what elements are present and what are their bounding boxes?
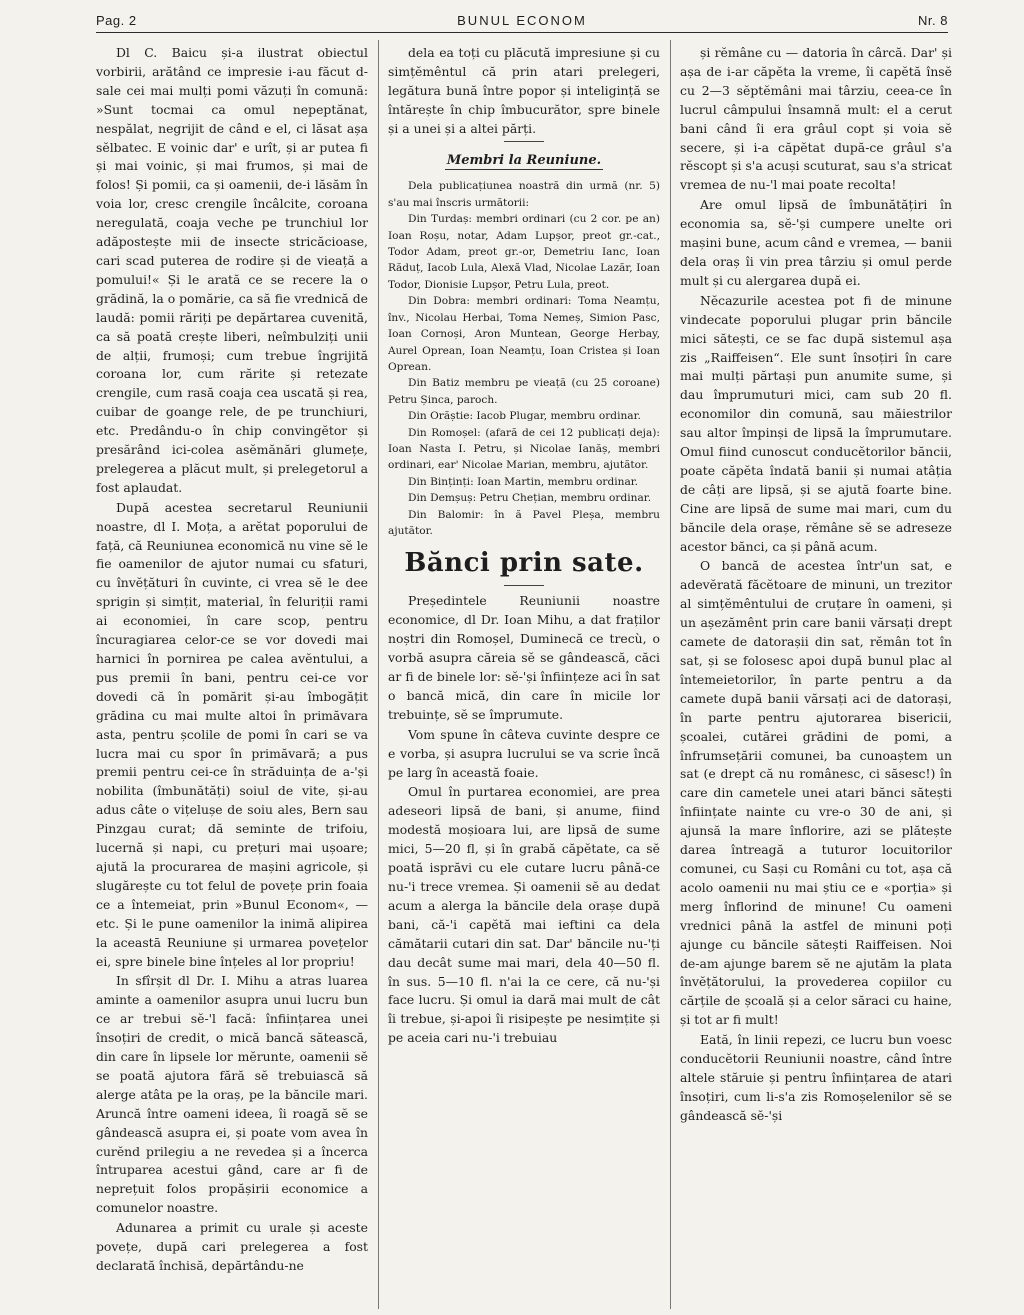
paragraph: In sfîrșit dl Dr. I. Mihu a atras luarea aminte a oamenilor asupra unui lucru bun ce ar trebui sĕ-'l facă: înființarea unei însoțiri de credit, o mică bancă sătească, din care în lipsele lor mĕrunte, oamenii sĕ se poată ajutora fără sĕ trebuiască să alerge atâta pe la oraș, pe la băncile mari. Aruncă între oameni ideea, îi roagă sĕ se gândească asupra ei, și poate vom avea în curĕnd prilegiu a ne revedea și a încerca întruparea acestui gând, care ar fi de neprețuit folos propășirii economice a comunelor noastre.	[96, 973, 368, 1216]
members-intro: Dela publicațiunea noastră din urmă (nr. 5) s'au mai înscris următorii:	[388, 180, 660, 209]
members-bintinti: Din Binținți: Ioan Martin, membru ordinar.	[408, 475, 639, 488]
divider-rule	[504, 585, 544, 586]
paragraph: Vom spune în câteva cuvinte despre ce e vorba, și asupra lucrului se va scrie încă pe larg în această foaie.	[388, 726, 660, 780]
section-heading-banks: Bănci prin sate.	[404, 548, 644, 579]
page-header	[96, 6, 948, 33]
column-divider	[670, 40, 671, 1309]
members-demsus: Din Demșuș: Petru Chețian, membru ordinar.	[408, 492, 652, 505]
paragraph: Președintele Reuniunii noastre economice, dl Dr. Ioan Mihu, a dat fraților noștri din Romoșel, Duminecă ce trecù, o vorbă asupra căreia sĕ se gândească, căci ar fi de binele lor: sĕ-'și înființeze aci în sat o bancă mică, din care în micile lor trebuințe, sĕ se împrumute.	[388, 593, 660, 722]
divider-rule	[504, 141, 544, 142]
paragraph: O bancă de acestea într'un sat, e adevĕrată făcĕtoare de minuni, un trezitor al simțĕmêntului de cruțare în oameni, și un așezămênt prin care banii vărsați drept camete de datorașii din sat, rĕmân tot în sat, și se folosesc apoi după bunul plac al întemeietorilor, în parte pentru a da camete după banii vărsați aci de datorași, în parte pentru ajutorarea bisericii, școalei, cutărei grădini de pomi, a înfrumsețării comunei, ba cunoaștem un sat (e drept că nu românesc, ci săsesc!) în care din cametele unei atari bănci sătești înființate nainte cu vre-o 30 de ani, și ajunsă la mare înflorire, azi se plătește darea întreagă a tuturor locuitorilor comunei, cu Sași cu Români cu tot, așa că acolo oamenii nu mai știu ce e «porția» și merg înflorind de minune! Cu oameni vrednici până la astfel de minuni poți ajunge cu băncile sătești Raiffeisen. Noi de-am ajunge barem sĕ ne ajutăm la plata învĕțătorului, la provederea copiilor cu cărțile de școală și a celor săraci cu haine, și tot ar fi mult!	[680, 558, 952, 1028]
paragraph: După acestea secretarul Reuniunii noastre, dl I. Moța, a arĕtat poporului de față, că Reuniunea economică nu vine sĕ le fie oamenilor de ajutor numai cu sfaturi, cu învĕțături în cuvinte, ci vrea sĕ le dee sprigin și simțit, material, în feluriții rami ai economiei, în care scop, pentru încuragiarea celor-ce se vor dovedi mai harnici în pornirea pe calea avĕntului, a pus premii în bani, pentru cei-ce vor dovedi că în pomărit și-au îmbogățit grădina cu mai multe altoi în primăvara asta, pentru școlile de pomi în cari se va lucra mai cu spor în primăvară; a pus premii pentru cei-ce în străduința de a-'și nobilita (îmbunătăți) soiul de vite, și-au adus câte o vițelușe de soiu ales, Bern sau Pinzgau curat; dă seminte de trifoiu, lucernă și napi, cu prețuri mai ușoare; ajută la procurarea de mașini agricole, și slugărește cu tot felul de povețe prin foaia ce a întemeiat, prin »Bunul Econom«, — etc. Și le pune oamenilor la inimă alipirea la aceastā Reuniune și urmarea povețelor ei, spre binele bine înțeles al lor propriu!	[96, 499, 368, 969]
paragraph: dela ea toți cu plăcută impresiune și cu simțĕmêntul că prin atari prelegeri, legătura bună între popor și inteligință se întărește în chip îmbucurător, spre binele și a unei și a altei părți.	[388, 45, 660, 136]
column-1	[96, 44, 368, 1312]
paragraph: Dl C. Baicu și-a ilustrat obiectul vorbirii, arătând ce impresie i-au făcut d-sale cei mai mulți pomi văzuți în comună: »Sunt tocmai ca omul nepeptănat, nespălat, negrijit de când e el, ci lăsat așa sĕlbatec. E voinic dar' e urît, și ar putea fi și mai voinic, și mai frumos, și mai de folos! Și pomii, ca și oamenii, de-i lăsăm în voia lor, cresc crengile încâlcite, coroana neregulată, coaja veche pe trunchiul lor adăpostește mii de insecte stricăcioase, cari scad puterea de rodire și de vieață a pomului!« Și le arată ce se recere la o grădină, la o pomărie, ca să fie vrednică de laudă: pomii răriți pe depărtarea cuvenită, ca să poată crește liberi, neîmbulziți unii de alții, frumoși; cum trebue îngrijită coroana lor, cum rărite și retezate crengile, cum rasă coaja cea uscată și rea, cuibar de goange rele, de pe trunchiuri, etc. Predându-o în chip convingĕtor și presărând ici-colea asĕmănări glumețe, prelegerea a plăcut mult, și prelegetorul a fost aplaudat.	[96, 45, 368, 495]
paragraph: Nĕcazurile acestea pot fi de minune vindecate poporului plugar prin băncile mici sătești, ce se fac după sistemul așa zis „Raiffeisen“. Ele sunt însoțiri în care mai mulți părtași pun anumite sume, și dau împrumuturi mici, cam sub 20 fl. economilor din comună, sau măiestrilor sau altor împinși de lipsă la împrumutare. Omul fiind cunoscut conducĕtorilor băncii, poate căpĕta îndată banii și numai atâția de câți are lipsă, și se ajută foarte bine. Cine are lipsă de sume mai mari, cum du băncile dela orașe, rĕmâne sĕ se adreseze acestor bănci, ca și până acum.	[680, 292, 952, 554]
paragraph: și rĕmâne cu — datoria în cârcă. Dar' și așa de i-ar căpĕta la vreme, îi capĕtă însĕ cu 2—3 sĕptĕmâni mai târziu, ceea-ce în lucrul câmpului însamnă mult: el a cerut bani când îi era grâul copt și voia sĕ secere, și i-a căpĕtat după-ce grâul s'a rĕscopt și s'a acuși scuturat, sau s'a stricat vremea de nu-'l mai poate recolta!	[680, 45, 952, 193]
issue-number: Nr. 8	[918, 13, 948, 28]
paragraph: Omul în purtarea economiei, are prea adeseori lipsă de bani, și anume, fiind modestă moșioara lui, are lipsă de sume mici, 5—20 fl, și în grabă căpĕtate, ca sĕ poată isprăvi cu ele cutare lucru până-ce nu-'i trece vremea. Și oamenii sĕ au dedat acum a alerga la băncile dela orașe după bani, că-'i capĕtă mai ieftini ca dela cămătarii cutari din sat. Dar' băncile nu-'ți dau decât sume mai mari, dela 40—50 fl. în sus. 5—10 fl. n'ai la ce cere, că nu-'și face lucru. Și omul ia dară mai mult de cât îi trebue, și-apoi îi risipește pe nesimțite și pe aceia cari nu-'i trebuiau	[388, 784, 660, 1046]
newspaper-title: BUNUL ECONOM	[457, 13, 587, 28]
section-heading-members: Membri la Reuniune.	[446, 152, 602, 168]
page-number: Pag. 2	[96, 13, 137, 28]
members-romosel: Din Romoșel: (afară de cei 12 publicați deja): Ioan Nasta I. Petru, și Nicolae Ianăș, membri ordinari, ear' Nicolae Marian, membru, ajutător.	[388, 426, 660, 472]
members-dobra: Din Dobra: membri ordinari: Toma Neamțu, înv., Nicolau Herbai, Toma Nemeș, Simion Pasc, Ioan Cornoși, Aron Muntean, George Herbay, Aurel Oprean, Ioan Neamțu, Ioan Cristea și Ioan Oprean.	[388, 295, 660, 373]
members-balomir: Din Balomir: în ă Pavel Pleșa, membru ajutător.	[388, 508, 660, 537]
column-3	[680, 44, 952, 1312]
column-divider	[378, 40, 379, 1309]
members-batiz: Din Batiz membru pe vieață (cu 25 coroane) Petru Șinca, paroch.	[388, 377, 660, 406]
paragraph: Eată, în linii repezi, ce lucru bun voesc conducĕtorii Reuniunii noastre, când între altele stăruie și pentru înființarea de atari însoțiri, cum li-s'a zis Romoșelenilor sĕ se gândească sĕ-'și	[680, 1032, 952, 1123]
paragraph: Adunarea a primit cu urale și aceste povețe, după cari prelegerea a fost declarată închisă, depărtându-ne	[96, 1220, 368, 1273]
members-orastie: Din Orăștie: Iacob Plugar, membru ordinar.	[408, 410, 641, 423]
paragraph: Are omul lipsă de îmbunătățiri în economia sa, sĕ-'și cumpere unelte ori mașini bune, acum când e vremea, — banii dela oraș îi vin prea târziu și omul perde mult și cu alergarea după ei.	[680, 197, 952, 288]
column-2	[388, 44, 660, 1312]
members-turdas: Din Turdaș: membri ordinari (cu 2 cor. pe an) Ioan Roșu, notar, Adam Lupșor, preot gr.-cat., Todor Adam, preot gr.-or, Demetriu Ianc, Ioan Răduț, Iacob Lula, Alexă Vlad, Nicolae Lazăr, Ioan Todor, Dionisie Lupșor, Petru Lula, preot.	[388, 213, 660, 291]
